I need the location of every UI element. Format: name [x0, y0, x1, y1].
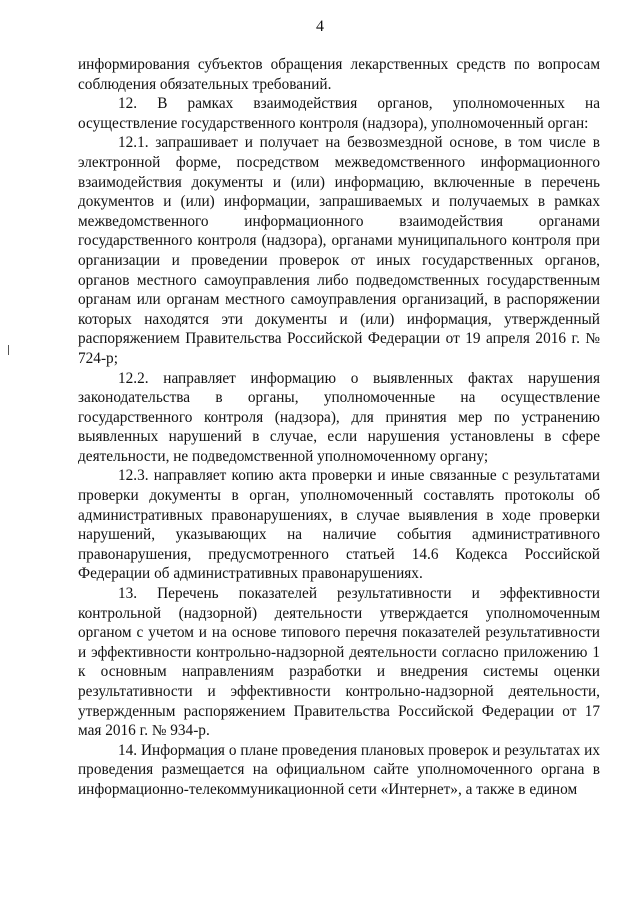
paragraph-12-3: 12.3. направляет копию акта проверки и иные связанные с результатами проверки документы в орган, уполномоченный составлять протоколы об административных правонарушениях, в случае выявления в ходе проверки нарушений, указывающих на наличие события административного правонарушения, предусмотренного статьей 14.6 Кодекса Российской Федерации об административных правонарушениях.: [78, 467, 600, 583]
paragraph-continuation: информирования субъектов обращения лекарственных средств по вопросам соблюдения обязательных требований.: [78, 56, 600, 93]
paragraph-12-1: 12.1. запрашивает и получает на безвозмездной основе, в том числе в электронной форме, посредством межведомственного информационного взаимодействия документы и (или) информацию, включенные в перечень документов и (или) информации, запрашиваемых и получаемых в рамках межведомственного информационного взаимодействия органами государственного контроля (надзора), органами муниципального контроля при организации и проведении проверок от иных государственных органов, органов местного самоуправления либо подведомственных государственным органам или органам местного самоуправления организаций, в распоряжении которых находятся эти документы и (или) информация, утвержденный распоряжением Правительства Российской Федерации от 19 апреля 2016 г. № 724-р;: [78, 134, 600, 367]
page-number: 4: [316, 18, 324, 35]
document-body: [78, 55, 600, 800]
scan-edge-mark: [8, 345, 9, 355]
paragraph-14: 14. Информация о плане проведения плановых проверок и результатах их проведения размещается на официальном сайте уполномоченного органа в информационно-телекоммуникационной сети «Интернет», а также в едином: [78, 741, 600, 798]
paragraph-12: 12. В рамках взаимодействия органов, уполномоченных на осуществление государственного контроля (надзора), уполномоченный орган:: [78, 95, 600, 132]
paragraph-13: 13. Перечень показателей результативности и эффективности контрольной (надзорной) деятельности утверждается уполномоченным органом с учетом и на основе типового перечня показателей результативности и эффективности контрольно-надзорной деятельности согласно приложению 1 к основным направлениям разработки и внедрения системы оценки результативности и эффективности контрольно-надзорной деятельности, утвержденным распоряжением Правительства Российской Федерации от 17 мая 2016 г. № 934-р.: [78, 585, 600, 740]
paragraph-12-2: 12.2. направляет информацию о выявленных фактах нарушения законодательства в органы, уполномоченные на осуществление государственного контроля (надзора), для принятия мер по устранению выявленных нарушений в случае, если нарушения установлены в сфере деятельности, не подведомственной уполномоченному органу;: [78, 369, 600, 465]
